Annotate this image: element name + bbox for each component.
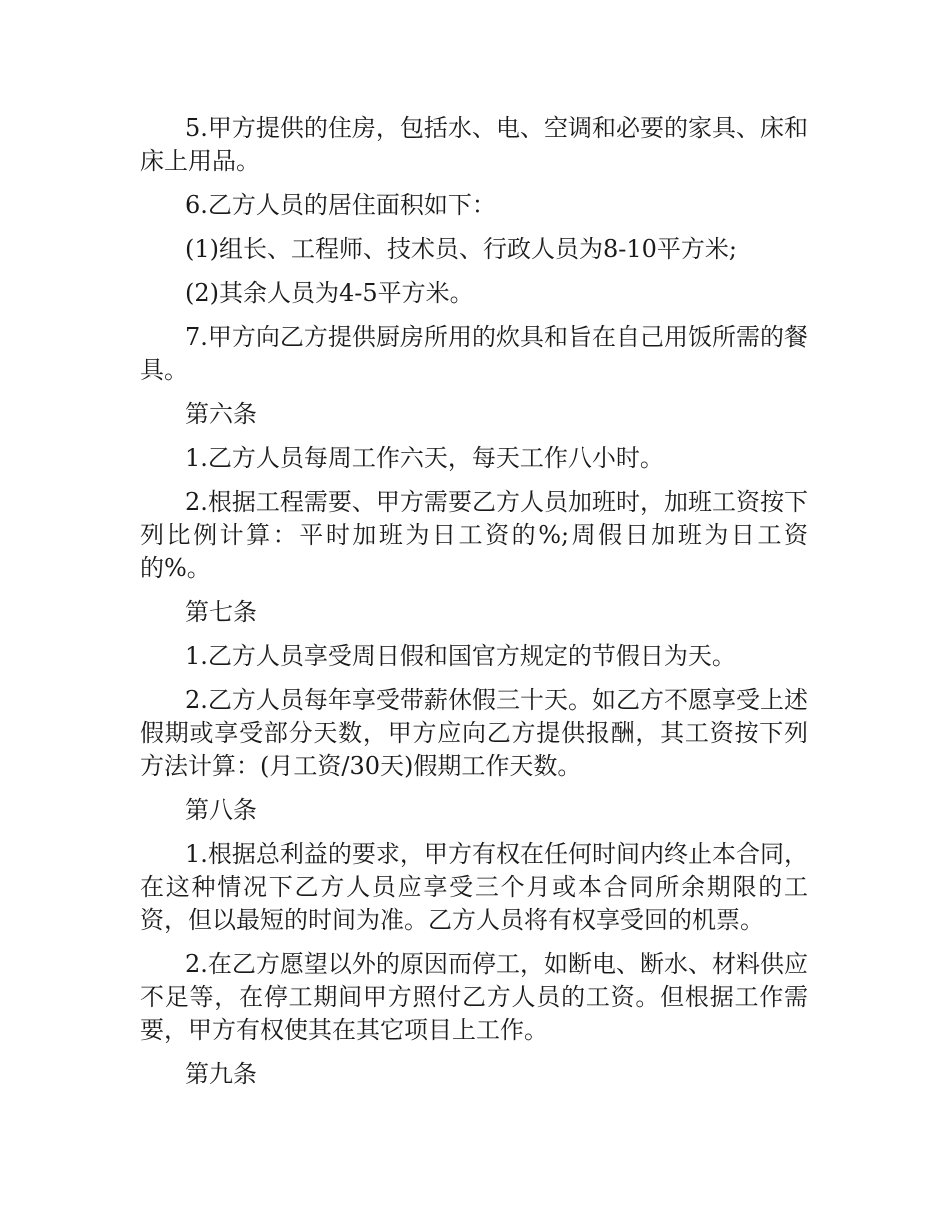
clause-5-housing: 5.甲方提供的住房，包括水、电、空调和必要的家具、床和床上用品。	[140, 114, 808, 175]
article-7-heading: 第七条	[185, 598, 257, 626]
article-7-item-1: 1.乙方人员享受周日假和国官方规定的节假日为天。	[185, 642, 736, 670]
article-8-heading: 第八条	[185, 796, 257, 824]
article-8-item-2: 2.在乙方愿望以外的原因而停工，如断电、断水、材料供应不足等，在停工期间甲方照付乙方人员的工资。但根据工作需要，甲方有权使其在其它项目上工作。	[140, 950, 808, 1044]
clause-6-living-area: 6.乙方人员的居住面积如下：	[185, 191, 496, 219]
article-6-item-2: 2.根据工程需要、甲方需要乙方人员加班时，加班工资按下列比例计算：平时加班为日工资的%;周假日加班为日工资的%。	[140, 488, 808, 582]
clause-6-item-2: (2)其余人员为4-5平方米。	[185, 279, 474, 307]
article-8-item-1: 1.根据总利益的要求，甲方有权在任何时间内终止本合同，在这种情况下乙方人员应享受三个月或本合同所余期限的工资，但以最短的时间为准。乙方人员将有权享受回的机票。	[140, 840, 808, 934]
clause-6-item-1: (1)组长、工程师、技术员、行政人员为8-10平方米;	[185, 235, 737, 263]
document-body	[140, 112, 808, 1102]
article-7-item-2: 2.乙方人员每年享受带薪休假三十天。如乙方不愿享受上述假期或享受部分天数，甲方应向乙方提供报酬，其工资按下列方法计算：(月工资/30天)假期工作天数。	[140, 686, 808, 780]
clause-7-kitchen: 7.甲方向乙方提供厨房所用的炊具和旨在自己用饭所需的餐具。	[140, 323, 808, 384]
article-9-heading: 第九条	[185, 1060, 257, 1088]
article-6-heading: 第六条	[185, 400, 257, 428]
article-6-item-1: 1.乙方人员每周工作六天，每天工作八小时。	[185, 444, 664, 472]
